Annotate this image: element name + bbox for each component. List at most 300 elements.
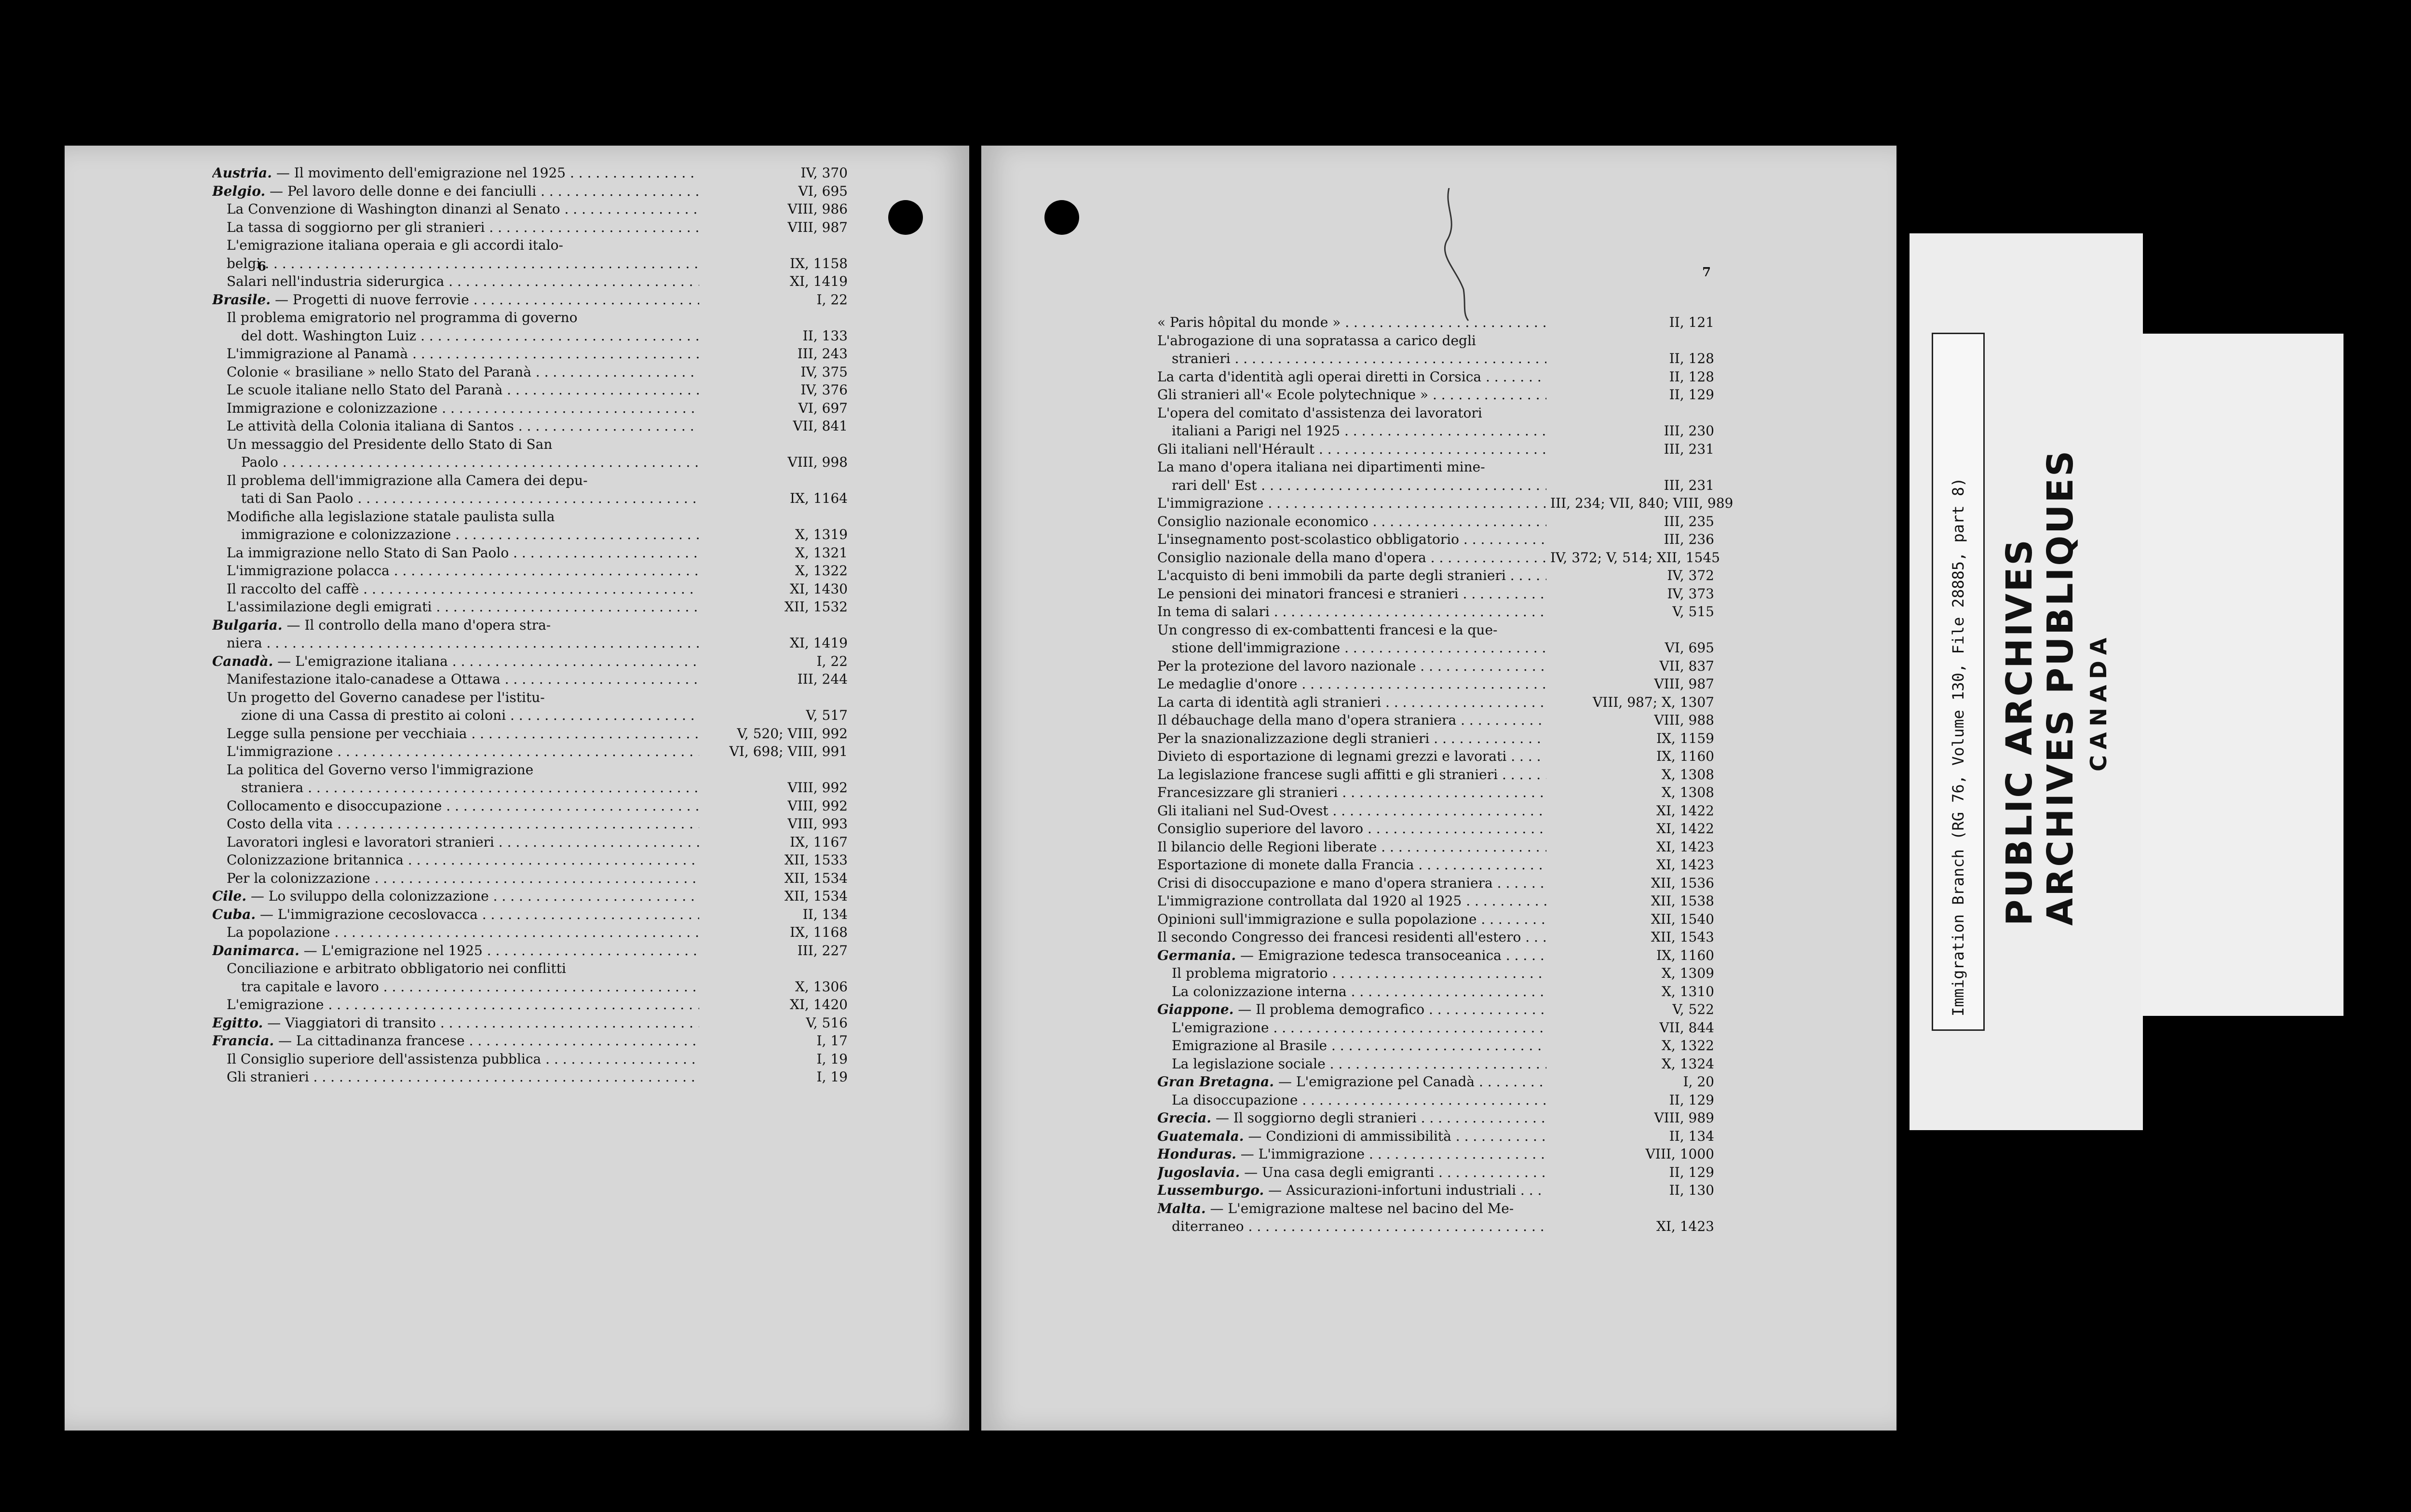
- entry-reference: I, 19: [816, 1051, 848, 1067]
- entry-reference: V, 517: [806, 707, 848, 723]
- entry-title: Per la snazionalizzazione degli stranieri: [1157, 730, 1430, 746]
- entry-text: [212, 905, 699, 924]
- entry-title: Il problema emigratorio nel programma di governo: [227, 310, 578, 325]
- entry-reference: IV, 370: [800, 165, 848, 181]
- entry-reference: III, 230: [1664, 423, 1714, 439]
- archive-label-card: [2141, 334, 2343, 1016]
- entry-reference: III, 227: [797, 942, 848, 958]
- index-entry: [1157, 983, 1714, 1001]
- entry-reference: II, 134: [1669, 1128, 1714, 1144]
- entry-reference: II, 128: [1669, 368, 1714, 385]
- entry-text: [212, 236, 699, 255]
- index-entry: [1157, 1145, 1714, 1163]
- entry-title: Il problema dell'immigrazione alla Camera dei depu-: [227, 472, 588, 488]
- index-entry: [212, 905, 848, 924]
- index-entry: [1157, 874, 1714, 892]
- index-entry: [1157, 404, 1714, 422]
- index-entry: [1157, 313, 1714, 332]
- entry-title: L'immigrazione al Panamà: [227, 346, 408, 362]
- entry-text: [212, 381, 699, 399]
- index-entry: [1157, 440, 1714, 459]
- entry-title: Salari nell'industria siderurgica: [227, 273, 445, 289]
- entry-text: [1157, 1145, 1546, 1163]
- entry-reference: VI, 697: [798, 400, 848, 416]
- index-entry: [212, 978, 848, 996]
- index-entry: [1157, 1091, 1714, 1109]
- entry-text: [1157, 1163, 1546, 1182]
- entry-title: Per la colonizzazione: [227, 870, 370, 886]
- entry-reference: I, 22: [816, 653, 848, 669]
- entry-title: Collocamento e disoccupazione: [227, 797, 442, 814]
- entry-title: Per la protezione del lavoro nazionale: [1157, 658, 1416, 674]
- entry-title: « Paris hôpital du monde »: [1157, 314, 1341, 330]
- entry-title: stranieri: [1172, 351, 1231, 366]
- index-entry: [1157, 928, 1714, 946]
- entry-text: [1157, 892, 1546, 910]
- entry-reference: VIII, 989: [1654, 1110, 1714, 1126]
- entry-title: Le pensioni dei minatori francesi e stranieri: [1157, 585, 1459, 602]
- entry-reference: II, 133: [802, 327, 848, 344]
- entry-title: L'emigrazione: [1172, 1019, 1269, 1036]
- entry-reference: VIII, 992: [787, 780, 848, 796]
- index-entry: [212, 1014, 848, 1032]
- entry-title: Paolo: [241, 454, 278, 470]
- index-entry: [1157, 1127, 1714, 1146]
- entry-title: Costo della vita: [227, 816, 333, 832]
- entry-text: [212, 417, 699, 435]
- index-entry: [1157, 892, 1714, 910]
- entry-text: [1157, 1200, 1546, 1218]
- country-heading: Gran Bretagna.: [1157, 1074, 1274, 1090]
- entry-text: [1157, 729, 1546, 748]
- entry-reference: II, 134: [802, 906, 848, 922]
- index-entry: [212, 706, 848, 725]
- index-entry: [1157, 585, 1714, 603]
- entry-text: [212, 652, 699, 671]
- entry-title: La colonizzazione interna: [1172, 983, 1347, 999]
- entry-reference: VIII, 993: [787, 816, 848, 832]
- index-entry: [212, 580, 848, 598]
- entry-text: [212, 616, 699, 634]
- entry-reference: III, 244: [797, 671, 848, 687]
- index-entry: [1157, 494, 1734, 513]
- entry-text: [1157, 1055, 1546, 1073]
- entry-title: — Condizioni di ammissibilità: [1244, 1128, 1451, 1144]
- entry-text: [1157, 368, 1546, 386]
- index-entry: [1157, 1217, 1714, 1236]
- entry-text: [212, 761, 699, 779]
- entry-reference: VI, 695: [798, 183, 848, 199]
- entry-text: [212, 1068, 699, 1086]
- entry-reference: IV, 372; V, 514; XII, 1545: [1550, 549, 1720, 566]
- index-entry: [1157, 476, 1714, 495]
- entry-text: [212, 435, 699, 454]
- index-entry: [212, 255, 848, 273]
- entry-title: Il bilancio delle Regioni liberate: [1157, 838, 1377, 855]
- index-entry: [1157, 567, 1714, 585]
- index-entry: [212, 688, 848, 707]
- index-entry: [212, 942, 848, 960]
- entry-title: Il débauchage della mano d'opera straniera: [1157, 712, 1457, 728]
- entry-reference: XII, 1536: [1651, 875, 1714, 891]
- index-entry: [212, 887, 848, 905]
- index-entry: [212, 761, 848, 779]
- index-entry: [212, 544, 848, 562]
- entry-title: rari dell' Est: [1172, 477, 1257, 493]
- entry-reference: V, 516: [806, 1014, 848, 1031]
- entry-reference: III, 235: [1664, 513, 1714, 529]
- entry-text: [1157, 1091, 1546, 1109]
- entry-text: [212, 218, 699, 237]
- entry-text: [212, 327, 699, 345]
- entry-title: L'immigrazione: [1157, 495, 1264, 511]
- entry-reference: I, 20: [1683, 1074, 1714, 1090]
- entry-reference: IX, 1158: [789, 255, 848, 271]
- entry-reference: X, 1309: [1662, 965, 1714, 981]
- entry-reference: IX, 1164: [789, 490, 848, 506]
- index-entry: [212, 381, 848, 399]
- entry-reference: II, 129: [1669, 1092, 1714, 1108]
- index-entry: [1157, 838, 1714, 856]
- entry-reference: VIII, 1000: [1645, 1146, 1714, 1162]
- entry-title: Esportazione di monete dalla Francia: [1157, 857, 1414, 873]
- entry-title: — Assicurazioni-infortuni industriali: [1264, 1182, 1517, 1198]
- country-heading: Cile.: [212, 888, 247, 904]
- index-entry: [212, 634, 848, 652]
- country-heading: Germania.: [1157, 947, 1236, 963]
- entry-text: [1157, 350, 1546, 368]
- entry-title: Conciliazione e arbitrato obbligatorio nei conflitti: [227, 960, 566, 976]
- index-entry: [1157, 711, 1714, 729]
- entry-title: Il problema migratorio: [1172, 965, 1328, 981]
- index-entry: [212, 345, 848, 363]
- entry-text: [1157, 910, 1546, 929]
- entry-reference: VI, 695: [1665, 640, 1714, 656]
- index-entry: [212, 779, 848, 797]
- entry-text: [1157, 820, 1546, 838]
- entry-title: — L'emigrazione pel Canadà: [1274, 1074, 1475, 1090]
- entry-text: [212, 797, 699, 815]
- index-entry: [1157, 530, 1714, 549]
- index-entry: [212, 363, 848, 381]
- country-heading: Danimarca.: [212, 942, 299, 958]
- entry-title: Emigrazione al Brasile: [1172, 1038, 1327, 1053]
- entry-reference: II, 130: [1669, 1182, 1714, 1198]
- entry-title: Gli italiani nell'Hérault: [1157, 441, 1315, 457]
- entry-title: — Il soggiorno degli stranieri: [1211, 1110, 1417, 1126]
- index-entry: [1157, 820, 1714, 838]
- entry-title: La carta d'identità agli operai diretti in Corsica: [1157, 368, 1482, 385]
- entry-text: [212, 255, 699, 273]
- index-entry: [1157, 332, 1714, 350]
- index-entry: [1157, 910, 1714, 929]
- entry-title: Divieto di esportazione di legnami grezzi e lavorati: [1157, 748, 1507, 764]
- index-entry: [1157, 766, 1714, 784]
- entry-text: [1157, 838, 1546, 856]
- index-entry: [1157, 621, 1714, 639]
- entry-reference: III, 234; VII, 840; VIII, 989: [1550, 495, 1734, 511]
- index-entry: [212, 272, 848, 291]
- entry-text: [1157, 1019, 1546, 1037]
- entry-text: [1157, 783, 1546, 802]
- entry-title: italiani a Parigi nel 1925: [1172, 423, 1341, 439]
- entry-title: — Viaggiatori di transito: [263, 1014, 436, 1031]
- entry-text: [212, 200, 699, 218]
- index-entry: [1157, 1000, 1714, 1019]
- entry-title: Consiglio nazionale della mano d'opera: [1157, 549, 1426, 566]
- page-number-left: 6: [257, 259, 267, 274]
- entry-title: — Pel lavoro delle donne e dei fanciulli: [265, 183, 537, 199]
- entry-title: L'immigrazione polacca: [227, 563, 390, 579]
- entry-text: [1157, 1217, 1546, 1236]
- entry-text: [212, 472, 699, 490]
- entry-reference: IV, 372: [1667, 567, 1714, 583]
- entry-reference: I, 17: [816, 1033, 848, 1049]
- entry-text: [212, 399, 699, 418]
- entry-reference: XI, 1422: [1656, 821, 1714, 837]
- index-entry: [1157, 1037, 1714, 1055]
- entry-title: L'opera del comitato d'assistenza dei lavoratori: [1157, 405, 1482, 421]
- entry-text: [212, 363, 699, 381]
- country-heading: Brasile.: [212, 291, 271, 308]
- entry-reference: IX, 1160: [1656, 947, 1714, 963]
- entry-text: [1157, 530, 1546, 549]
- entry-title: Gli stranieri all'« Ecole polytechnique »: [1157, 387, 1429, 403]
- entry-reference: XI, 1423: [1656, 838, 1714, 855]
- entry-title: Consiglio superiore del lavoro: [1157, 821, 1364, 837]
- entry-reference: IV, 373: [1667, 585, 1714, 602]
- index-entry: [212, 236, 848, 255]
- entry-reference: X, 1322: [795, 563, 848, 579]
- entry-text: [212, 887, 699, 905]
- index-entry: [212, 923, 848, 942]
- entry-text: [212, 309, 699, 327]
- entry-text: [212, 996, 699, 1014]
- entry-title: Il Consiglio superiore dell'assistenza pubblica: [227, 1051, 542, 1067]
- entry-reference: IX, 1160: [1656, 748, 1714, 764]
- entry-text: [212, 526, 699, 544]
- file-reference-text: Immigration Branch (RG 76, Volume 130, File 28885, part 8): [1949, 477, 1967, 1016]
- entry-text: [1157, 585, 1546, 603]
- country-heading: Grecia.: [1157, 1110, 1212, 1126]
- index-entry: [1157, 693, 1714, 712]
- entry-text: [1157, 1181, 1546, 1200]
- country-heading: Cuba.: [212, 906, 256, 922]
- index-entry: [212, 851, 848, 869]
- entry-title: — Progetti di nuove ferrovie: [271, 291, 469, 308]
- entry-reference: XII, 1540: [1651, 911, 1714, 927]
- entry-text: [212, 725, 699, 743]
- handwritten-annotation-mark: [1439, 188, 1478, 323]
- entry-text: [1157, 983, 1546, 1001]
- index-entry: [212, 652, 848, 671]
- index-entry: [212, 725, 848, 743]
- entry-reference: XI, 1420: [789, 997, 848, 1012]
- entry-title: diterraneo: [1172, 1218, 1244, 1234]
- index-entry: [212, 815, 848, 833]
- entry-title: La mano d'opera italiana nei dipartimenti mine-: [1157, 459, 1485, 475]
- entry-text: [1157, 458, 1546, 476]
- entry-reference: IX, 1159: [1656, 730, 1714, 746]
- entry-reference: VI, 698; VIII, 991: [729, 743, 848, 759]
- index-entry: [1157, 350, 1714, 368]
- entry-reference: X, 1321: [795, 544, 848, 561]
- entry-text: [1157, 711, 1546, 729]
- entry-title: La legislazione francese sugli affitti e gli stranieri: [1157, 766, 1498, 783]
- entry-reference: X, 1308: [1662, 784, 1714, 800]
- index-entry: [212, 562, 848, 580]
- index-entry: [1157, 603, 1714, 621]
- entry-reference: III, 231: [1664, 477, 1714, 493]
- index-entry: [212, 526, 848, 544]
- country-heading: Austria.: [212, 165, 272, 181]
- entry-reference: XI, 1422: [1656, 802, 1714, 819]
- index-entry: [1157, 729, 1714, 748]
- entry-reference: V, 520; VIII, 992: [737, 725, 848, 742]
- index-entry: [212, 797, 848, 815]
- entry-text: [212, 942, 699, 960]
- index-entry: [1157, 1163, 1714, 1182]
- entry-text: [1157, 603, 1546, 621]
- entry-title: La carta di identità agli stranieri: [1157, 694, 1382, 710]
- index-entry: [1157, 1055, 1714, 1073]
- entry-reference: X, 1306: [795, 978, 848, 995]
- entry-text: [212, 1014, 699, 1032]
- entry-title: immigrazione e colonizzazione: [241, 526, 451, 542]
- entry-title: del dott. Washington Luiz: [241, 327, 417, 344]
- entry-reference: V, 515: [1672, 604, 1714, 620]
- entry-reference: VII, 844: [1659, 1019, 1714, 1036]
- entry-reference: XII, 1532: [784, 599, 848, 615]
- index-entry: [212, 508, 848, 526]
- index-entry: [1157, 657, 1714, 675]
- entry-text: [212, 291, 699, 309]
- entry-reference: XII, 1543: [1651, 929, 1714, 945]
- index-entry: [1157, 1073, 1714, 1091]
- index-entry: [212, 417, 848, 435]
- entry-title: Le scuole italiane nello Stato del Paranà: [227, 382, 503, 398]
- entry-reference: XII, 1538: [1651, 893, 1714, 909]
- entry-title: La popolazione: [227, 924, 330, 940]
- entry-text: [212, 562, 699, 580]
- entry-text: [212, 598, 699, 616]
- entry-text: [1157, 693, 1546, 712]
- index-entry: [1157, 368, 1714, 386]
- entry-reference: III, 243: [797, 346, 848, 362]
- entry-reference: XII, 1534: [784, 888, 848, 904]
- entry-reference: VII, 841: [793, 418, 848, 434]
- entry-reference: XI, 1419: [789, 635, 848, 651]
- index-entries-right: [1157, 313, 1734, 1236]
- entry-title: Lavoratori inglesi e lavoratori stranieri: [227, 834, 494, 850]
- index-entry: [1157, 639, 1714, 657]
- entry-reference: VIII, 986: [787, 201, 848, 217]
- index-entry: [212, 182, 848, 201]
- index-entry: [212, 1068, 848, 1086]
- entry-title: L'acquisto di beni immobili da parte degli stranieri: [1157, 567, 1506, 583]
- entry-text: [1157, 1037, 1546, 1055]
- entry-title: Consiglio nazionale economico: [1157, 513, 1368, 529]
- entry-title: Il raccolto del caffè: [227, 580, 359, 597]
- entry-title: Un congresso di ex-combattenti francesi e la que-: [1157, 621, 1498, 638]
- entry-title: tati di San Paolo: [241, 490, 353, 506]
- index-entry: [1157, 802, 1714, 820]
- index-entry: [212, 399, 848, 418]
- index-entry: [212, 489, 848, 508]
- entry-title: Le attività della Colonia italiana di Santos: [227, 418, 514, 434]
- entry-text: [212, 706, 699, 725]
- index-entry: [212, 472, 848, 490]
- index-entry: [212, 1050, 848, 1068]
- entry-title: — L'emigrazione italiana: [273, 653, 448, 669]
- entry-reference: IV, 376: [800, 382, 848, 398]
- index-entry: [1157, 422, 1714, 440]
- entry-reference: X, 1324: [1662, 1055, 1714, 1072]
- index-entry: [1157, 946, 1714, 965]
- index-entry: [1157, 1200, 1714, 1218]
- entry-text: [212, 544, 699, 562]
- entry-text: [212, 959, 699, 978]
- index-entry: [1157, 549, 1720, 567]
- country-heading: Malta.: [1157, 1200, 1206, 1216]
- entry-title: L'immigrazione controllata dal 1920 al 1925: [1157, 893, 1462, 909]
- entry-reference: X, 1308: [1662, 766, 1714, 783]
- entry-title: La Convenzione di Washington dinanzi al Senato: [227, 201, 560, 217]
- entry-title: La legislazione sociale: [1172, 1055, 1326, 1072]
- index-entry: [1157, 458, 1714, 476]
- entry-text: [1157, 621, 1546, 639]
- entry-text: [212, 1032, 699, 1050]
- index-entry: [212, 435, 848, 454]
- entry-reference: I, 19: [816, 1069, 848, 1085]
- entry-title: Crisi di disoccupazione e mano d'opera straniera: [1157, 875, 1493, 891]
- entry-title: — Lo sviluppo della colonizzazione: [246, 888, 489, 904]
- index-entry: [1157, 1109, 1714, 1127]
- entry-text: [212, 688, 699, 707]
- entry-text: [1157, 332, 1546, 350]
- entry-text: [212, 869, 699, 888]
- index-entry: [1157, 783, 1714, 802]
- entry-title: Un messaggio del Presidente dello Stato di San: [227, 436, 553, 452]
- entry-reference: XI, 1423: [1656, 857, 1714, 873]
- entry-text: [212, 345, 699, 363]
- entry-text: [1157, 639, 1546, 657]
- entry-title: — L'immigrazione: [1236, 1146, 1365, 1162]
- entry-reference: VIII, 988: [1654, 712, 1714, 728]
- index-entry: [212, 833, 848, 851]
- country-heading: Belgio.: [212, 183, 266, 199]
- entry-title: La immigrazione nello Stato di San Paolo: [227, 544, 509, 561]
- entry-reference: XI, 1430: [789, 580, 848, 597]
- entry-text: [1157, 802, 1546, 820]
- archive-stamp-line: PUBLIC ARCHIVES: [1999, 538, 2040, 926]
- entry-title: Colonie « brasiliane » nello Stato del Paranà: [227, 364, 531, 380]
- entry-text: [212, 779, 699, 797]
- entry-title: Un progetto del Governo canadese per l'istitu-: [227, 689, 545, 705]
- country-heading: Egitto.: [212, 1014, 263, 1031]
- country-heading: Jugoslavia.: [1157, 1164, 1240, 1180]
- entry-reference: X, 1310: [1662, 983, 1714, 999]
- country-heading: Guatemala.: [1157, 1128, 1244, 1144]
- entry-title: L'assimilazione degli emigrati: [227, 599, 432, 615]
- entry-text: [212, 923, 699, 942]
- entry-text: [212, 815, 699, 833]
- entry-title: — Il movimento dell'emigrazione nel 1925: [272, 165, 566, 181]
- entry-text: [1157, 404, 1546, 422]
- index-entry: [1157, 675, 1714, 693]
- entry-reference: V, 522: [1672, 1001, 1714, 1017]
- index-entry: [212, 598, 848, 616]
